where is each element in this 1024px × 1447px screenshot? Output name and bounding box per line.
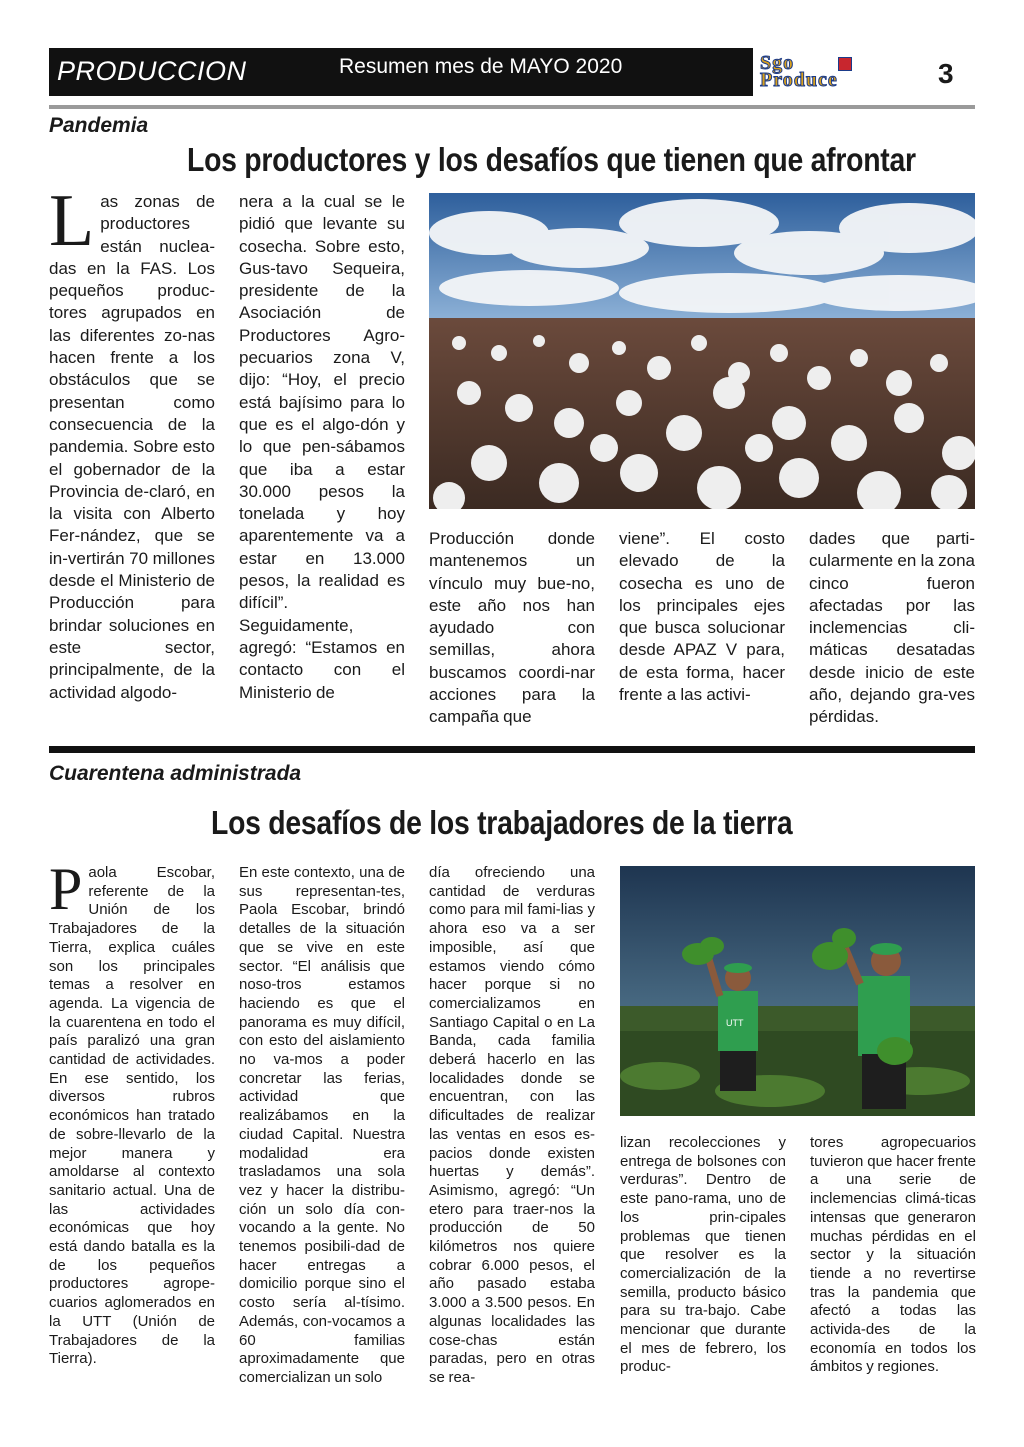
logo-top-text: Sgo [760,52,795,74]
header-rule [49,105,975,109]
article1-column-3: Producción donde mantenemos un vínculo muy bue-no, este año nos han ayudado con semillas, ahora buscamos coordi-nar acciones para la campaña que [429,529,595,727]
article1-column-5: dades que parti-cularmente en la zona cinco fueron afectadas por las inclemencias cli-máticas desatadas desde inicio de este año, dejando gra-ves pérdidas. [809,529,975,727]
section-divider [49,746,975,753]
utt-shirt-text: UTT [726,1018,744,1028]
cotton-field-image [429,193,975,509]
cotton-field-photo [429,193,975,509]
article1-column-1 [49,180,215,704]
article1-headline: Los productores y los desafíos que tienen que afrontar [187,141,916,178]
article2-column-5: tores agropecuarios tuvieron que hacer frente a una serie de inclemencias climá-ticas intensas que generaron muchas pérdidas en el sector y la situación tiende a no revertirse tras la pandemia que afectó a todas las activida-des de la economía en todos los ámbitos y regiones. [810,1134,976,1376]
logo-bottom-text: Produce [760,69,838,91]
flag-icon [838,57,852,71]
article1-column-2: nera a la cual se le pidió que levante su cosecha. Sobre esto, Gus-tavo Sequeira, presidente de la Asociación de Productores Agro-pecuarios zona V, dijo: “Hoy, el precio está bajísimo para lo que es el algo-dón y lo que pen-sábamos que iba a estar 30.000 pesos la tonelada y hoy aparentemente va a estar en 13.000 pesos, la realidad es difícil”. Seguidamente, agregó: “Estamos en contacto con el Ministerio de [239,192,405,702]
article2-column-3: día ofreciendo una cantidad de verduras como para mil fami-lias y ahora eso va a ser imposible, así que estamos viendo cómo hacer porque si no comercializamos en Santiago Capital o en La Banda, cada familia deberá hacerlo en las localidades donde se encuentran, con las dificultades de realizar las ventas en esos es-pacios donde existen huertas y demás”. Asimismo, agregó: “Un etero para traer-nos la producción de 50 kilómetros nos quiere cobrar 6.000 pesos, el año pasado estaba 3.000 a 3.500 pesos. En algunas localidades las cose-chas están paradas, pero en otras se rea- [429,864,595,1386]
article2-column-4: lizan recolecciones y entrega de bolsones con verduras”. Dentro de este pano-rama, uno de los prin-cipales problemas que tienen que resolver es la comercialización de la semilla, producto básico para su tra-bajo. Cabe mencionar que durante el mes de febrero, los produc- [620,1134,786,1376]
article2-headline: Los desafíos de los trabajadores de la tierra [211,804,793,841]
section-name: PRODUCCION [57,56,247,86]
article2-dropcap: P [49,856,83,922]
header-bar [49,48,753,96]
article2-column-2: En este contexto, una de sus representan-tes, Paola Escobar, brindó detalles de la situación que se vive en este sector. “El análisis que noso-tros estamos haciendo es que el panorama es muy difícil, con esto del aislamiento no va-mos a poder concretar las ferias, actividad que realizábamos en la ciudad Capital. Nuestra modalidad era trasladamos una sola vez y hacer la distribu-ción un solo día con-vocando a la gente. No tenemos posibili-dad de hacer entregas a domicilio porque sino el costo sería al-tísimo. Además, con-vocamos a 60 familias aproximadamente que comercializan un solo [239,864,405,1386]
issue-date: Resumen mes de MAYO 2020 [339,55,623,78]
sgo-produce-logo [758,52,908,92]
farm-workers-photo [620,866,975,1116]
article2-column-1 [49,856,215,1369]
article1-dropcap: L [49,180,95,262]
page-number: 3 [938,58,954,89]
article1-col1-text: as zonas de productores están nuclea-das en la FAS. Los pequeños produc-tores agrupados en las diferentes zo-nas hacen frente a los obstáculos que se presentan como consecuencia de la pandemia. Sobre esto el gobernador de la Provincia de-claró, en la visita con Alberto Fer-nández, que se in-vertirán 70 millones desde el Ministerio de Producción para brindar soluciones en este sector, principalmente, de la actividad algodo- [49,192,215,702]
article2-col1-text: aola Escobar, referente de la Unión de los Trabajadores de la Tierra, explica cuáles son los principales temas a resolver en agenda. La vigencia de la cuarentena en todo el país paralizó una gran cantidad de actividades. En ese sentido, los diversos rubros económicos han tratado de sobre-llevarlo de la mejor manera y amoldarse al contexto sanitario actual. Una de las actividades económicas que hoy está dando batalla es la de los pequeños productores agrope-cuarios aglomerados en la UTT (Unión de Trabajadores de la Tierra). [49,864,215,1368]
article1-kicker: Pandemia [49,114,149,137]
article1-column-4: viene”. El costo elevado de la cosecha es uno de los principales ejes que busca solucionar desde APAZ V para, de esta forma, hacer frente a las activi- [619,529,785,705]
farm-workers-image [620,866,975,1116]
article2-kicker: Cuarentena administrada [49,762,302,785]
